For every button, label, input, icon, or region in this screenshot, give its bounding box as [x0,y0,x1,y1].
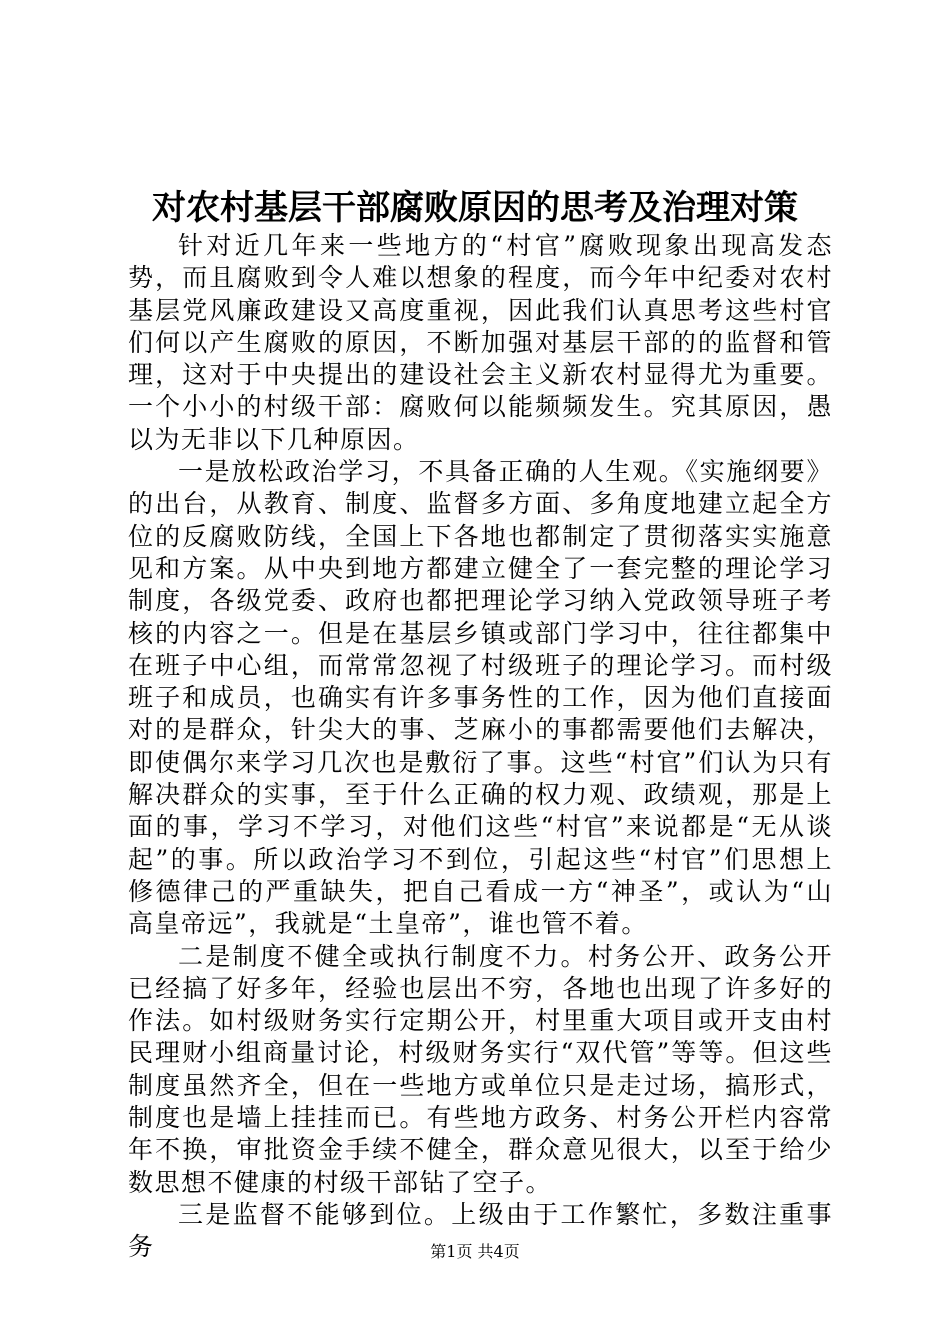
paragraph-point-three: 三是监督不能够到位。上级由于工作繁忙，多数注重事务 [128,1199,833,1262]
document-title: 对农村基层干部腐败原因的思考及治理对策 [152,188,798,228]
page-footer: 第1页 共4页 [430,1242,520,1261]
paragraph-point-one: 一是放松政治学习，不具备正确的人生观。《实施纲要》的出台，从教育、制度、监督多方面、多角度地建立起全方位的反腐败防线，全国上下各地也都制定了贯彻落实实施意见和方案。从中央到地方都建立健全了一套完整的理论学习制度，各级党委、政府也都把理论学习纳入党政领导班子考核的内容之一。但是在基层乡镇或部门学习中，往往都集中在班子中心组，而常常忽视了村级班子的理论学习。而村级班子和成员，也确实有许多事务性的工作，因为他们直接面对的是群众，针尖大的事、芝麻小的事都需要他们去解决，即使偶尔来学习几次也是敷衍了事。这些“村官”们认为只有解决群众的实事，至于什么正确的权力观、政绩观，那是上面的事，学习不学习，对他们这些“村官”来说都是“无从谈起”的事。所以政治学习不到位，引起这些“村官”们思想上修德律己的严重缺失，把自己看成一方“神圣”，或认为“山高皇帝远”，我就是“土皇帝”，谁也管不着。 [128,457,833,939]
document-body [128,230,833,1264]
paragraph-point-two: 二是制度不健全或执行制度不力。村务公开、政务公开已经搞了好多年，经验也层出不穷，各地也出现了许多好的作法。如村级财务实行定期公开，村里重大项目或开支由村民理财小组商量讨论，村级财务实行“双代管”等等。但这些制度虽然齐全，但在一些地方或单位只是走过场，搞形式，制度也是墙上挂挂而已。有些地方政务、村务公开栏内容常年不换，审批资金手续不健全，群众意见很大，以至于给少数思想不健康的村级干部钻了空子。 [128,941,833,1197]
paragraph-intro: 针对近几年来一些地方的“村官”腐败现象出现高发态势，而且腐败到令人难以想象的程度，而今年中纪委对农村基层党风廉政建设又高度重视，因此我们认真思考这些村官们何以产生腐败的原因，不断加强对基层干部的的监督和管理，这对于中央提出的建设社会主义新农村显得尤为重要。一个小小的村级干部：腐败何以能频频发生。究其原因，愚以为无非以下几种原因。 [128,231,833,454]
